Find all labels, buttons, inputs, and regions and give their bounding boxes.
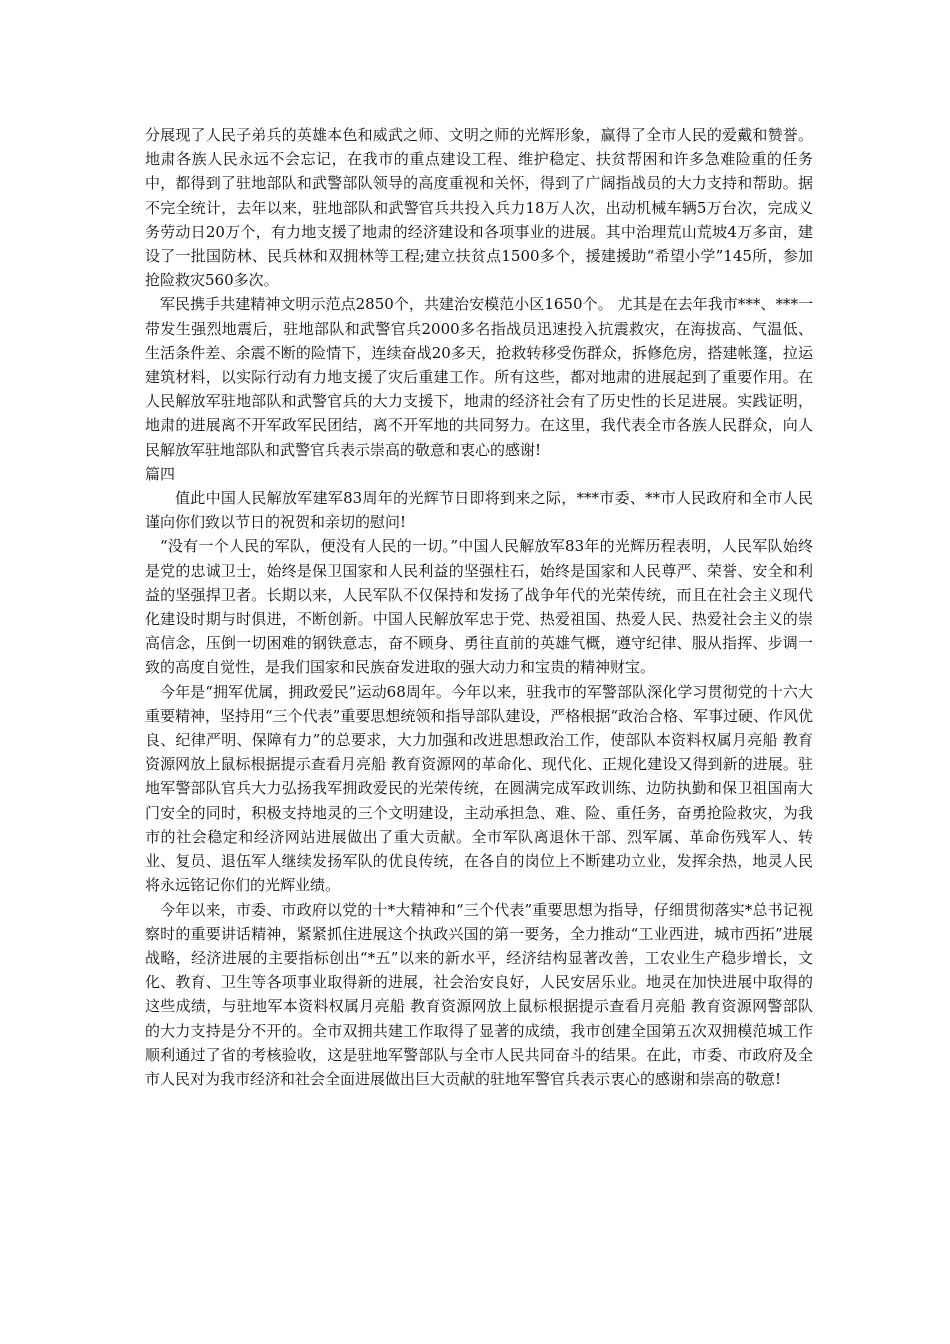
paragraph-3: 值此中国人民解放军建军83周年的光辉节日即将到来之际，***市委、**市人民政府和全市人民谨向你们致以节日的祝贺和亲切的慰问! (145, 489, 813, 532)
paragraph-1: 分展现了人民子弟兵的英雄本色和威武之师、文明之师的光辉形象，赢得了全市人民的爱戴和赞誉。地肃各族人民永远不会忘记，在我市的重点建设工程、维护稳定、扶贫帮困和许多急难险重的任务中，都得到了驻地部队和武警部队领导的高度重视和关怀，得到了广阔指战员的大力支持和帮助。据不完全统计，去年以来，驻地部队和武警官兵共投入兵力18万人次，出动机械车辆5万台次，完成义务劳动日20万个，有力地支援了地肃的经济建设和各项事业的进展。其中治理荒山荒坡4万多亩，建设了一批国防林、民兵林和双拥林等工程;建立扶贫点1500多个，援建援助“希望小学”145所，参加抢险救灾560多次。 (145, 126, 813, 290)
document-body (145, 123, 813, 1091)
paragraph-2: 军民携手共建精神文明示范点2850个，共建治安模范小区1650个。 尤其是在去年我市***、***一带发生强烈地震后，驻地部队和武警官兵2000多名指战员迅速投入抗震救灾，在海拔高、气温低、生活条件差、余震不断的险情下，连续奋战20多天，抢救转移受伤群众，拆修危房，搭建帐篷，拉运建筑材料，以实际行动有力地支援了灾后重建工作。所有这些，都对地肃的进展起到了重要作用。在人民解放军驻地部队和武警官兵的大力支援下，地肃的经济社会有了历史性的长足进展。实践证明，地肃的进展离不开军政军民团结，离不开军地的共同努力。在这里，我代表全市各族人民群众，向人民解放军驻地部队和武警官兵表示崇高的敬意和衷心的感谢! (145, 295, 813, 459)
paragraph-5: 今年是“拥军优属，拥政爱民”运动68周年。今年以来，驻我市的军警部队深化学习贯彻党的十六大重要精神，坚持用“三个代表”重要思想统领和指导部队建设，严格根据“政治合格、军事过硬、作风优良、纪律严明、保障有力”的总要求，大力加强和改进思想政治工作，使部队本资料权属月亮船 教育资源网放上鼠标根据提示查看月亮船 教育资源网的革命化、现代化、正规化建设又得到新的进展。驻地军警部队官兵大力弘扬我军拥政爱民的光荣传统，在圆满完成军政训练、边防执勤和保卫祖国南大门安全的同时，积极支持地灵的三个文明建设，主动承担急、难、险、重任务，奋勇抢险救灾，为我市的社会稳定和经济网站进展做出了重大贡献。全市军队离退休干部、烈军属、革命伤残军人、转业、复员、退伍军人继续发扬军队的优良传统，在各自的岗位上不断建功立业，发挥余热，地灵人民将永远铭记你们的光辉业绩。 (145, 682, 814, 895)
section-heading: 篇四 (145, 464, 176, 483)
paragraph-4: “没有一个人民的军队，便没有人民的一切。”中国人民解放军83年的光辉历程表明，人民军队始终是党的忠诚卫士，始终是保卫国家和人民利益的坚强柱石，始终是国家和人民尊严、荣誉、安全和利益的坚强捍卫者。长期以来，人民军队不仅保持和发扬了战争年代的光荣传统，而且在社会主义现代化建设时期与时俱进，不断创新。中国人民解放军忠于党、热爱祖国、热爱人民、热爱社会主义的崇高信念，压倒一切困难的钢铁意志，奋不顾身、勇往直前的英雄气概，遵守纪律、服从指挥、步调一致的高度自觉性，是我们国家和民族奋发进取的强大动力和宝贵的精神财宝。 (145, 537, 813, 677)
paragraph-6: 今年以来，市委、市政府以党的十*大精神和“三个代表”重要思想为指导，仔细贯彻落实*总书记视察时的重要讲话精神，紧紧抓住进展这个执政兴国的第一要务，全力推动“工业西进，城市西拓”进展战略，经济进展的主要指标创出“*五”以来的新水平，经济结构显著改善，工农业生产稳步增长，文化、教育、卫生等各项事业取得新的进展，社会治安良好，人民安居乐业。地灵在加快进展中取得的这些成绩，与驻地军本资料权属月亮船 教育资源网放上鼠标根据提示查看月亮船 教育资源网警部队的大力支持是分不开的。全市双拥共建工作取得了显著的成绩，我市创建全国第五次双拥模范城工作顺利通过了省的考核验收，这是驻地军警部队与全市人民共同奋斗的结果。在此，市委、市政府及全市人民对为我市经济和社会全面进展做出巨大贡献的驻地军警官兵表示衷心的感谢和崇高的敬意! (145, 900, 813, 1088)
